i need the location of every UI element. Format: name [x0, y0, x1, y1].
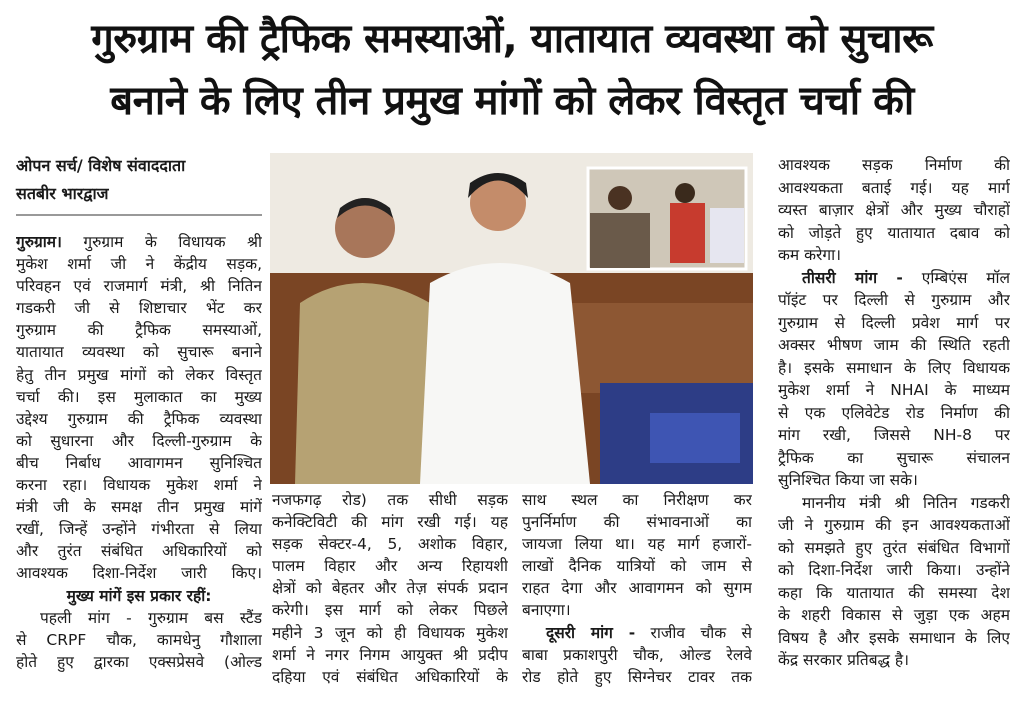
text-line: [16, 540, 262, 562]
line-text: यातायात व्यवस्था को सुचारू बनाने: [16, 343, 262, 362]
column-4: [778, 154, 1010, 672]
text-line: [16, 364, 262, 386]
text-line: [778, 177, 1010, 200]
text-line: [272, 489, 508, 511]
line-text: के शहरी विकास से जुड़ा एक अहम: [778, 606, 1010, 624]
line-text: कनेक्टिविटी की मांग रखी गई। यह: [272, 513, 508, 532]
text-line: [272, 599, 508, 621]
line-text: रखीं, जिन्हें उन्होंने गंभीरता से लिया: [16, 520, 262, 539]
text-line: [778, 424, 1010, 447]
text-line: [272, 577, 508, 599]
line-text: शर्मा ने नगर निगम आयुक्त श्री प्रदीप: [272, 645, 508, 664]
line-text: को दिशा-निर्देश जारी किया। उन्होंने: [778, 561, 1010, 579]
text-line: [778, 267, 1010, 290]
text-line: [522, 577, 752, 599]
line-text: करना रहा। विधायक मुकेश शर्मा ने: [16, 476, 262, 495]
text-line: [522, 555, 752, 577]
text-line: [778, 582, 1010, 605]
text-line: [778, 514, 1010, 537]
line-text: आवश्यक सड़क निर्माण की: [778, 156, 1010, 174]
line-text: मंत्री जी के समक्ष तीन प्रमुख मांगें: [16, 498, 262, 517]
text-line: [272, 533, 508, 555]
text-line: [16, 386, 262, 408]
bold-lead: तीसरी मांग -: [802, 268, 903, 287]
text-line: [16, 253, 262, 275]
text-line: [16, 496, 262, 518]
text-line: [16, 275, 262, 297]
line-text: से CRPF चौक, कामधेनु गौशाला: [16, 630, 262, 649]
bold-lead: मुख्य मांगें इस प्रकार रहीं:: [66, 586, 212, 605]
line-text: होते हुए द्वारका एक्सप्रेसवे (ओल्ड: [16, 652, 262, 671]
line-text: पहली मांग - गुरुग्राम बस स्टैंड: [40, 608, 262, 627]
text-line: [522, 533, 752, 555]
headline-line-1: गुरुग्राम की ट्रैफिक समस्याओं, यातायात व्यवस्था को सुचारू: [91, 16, 933, 62]
line-text: आवश्यक दिशा-निर्देश जारी किए।: [16, 564, 262, 583]
text-line: [16, 231, 262, 253]
line-text: गुरुग्राम से दिल्ली प्रवेश मार्ग पर: [778, 313, 1010, 332]
text-line: [778, 357, 1010, 380]
line-text: गुरुग्राम की ट्रैफिक समस्याओं,: [16, 321, 262, 340]
line-text: कम करेगा।: [778, 246, 841, 264]
byline-author: सतबीर भारद्वाज: [16, 184, 109, 203]
byline-divider: [16, 214, 262, 216]
text-line: [778, 379, 1010, 402]
text-line: [778, 289, 1010, 312]
line-text: माननीय मंत्री श्री नितिन गडकरी: [802, 493, 1010, 512]
line-text: को समझते हुए तुरंत संबंधित विभागों: [778, 538, 1010, 557]
text-line: [272, 644, 508, 666]
headline-line-2: बनाने के लिए तीन प्रमुख मांगों को लेकर विस्तृत चर्चा की: [110, 78, 914, 124]
text-line: [16, 452, 262, 474]
line-text: पॉइंट पर दिल्ली से गुरुग्राम और: [778, 291, 1010, 309]
text-line: [16, 518, 262, 540]
text-line: [272, 511, 508, 533]
text-line: [778, 469, 1010, 492]
text-line: [522, 622, 752, 644]
line-text: आवश्यकता बताई गई। यह मार्ग: [778, 178, 1010, 197]
text-line: [272, 555, 508, 577]
text-line: [522, 511, 752, 533]
line-text: ट्रैफिक का सुचारू संचालन: [778, 448, 1010, 467]
line-text: को सुधारना और दिल्ली-गुरुग्राम के: [16, 431, 262, 450]
text-line: [16, 474, 262, 496]
line-text: राहत देगा और आवागमन को सुगम: [522, 579, 752, 598]
column-2: [272, 489, 508, 688]
column-3: [522, 489, 752, 688]
text-line: [778, 559, 1010, 582]
line-text: कहा कि यातायात की समस्या देश: [778, 583, 1010, 602]
line-text: करेगी। इस मार्ग को लेकर पिछले: [272, 601, 508, 620]
line-text: केंद्र सरकार प्रतिबद्ध है।: [778, 651, 910, 669]
bold-lead: दूसरी मांग -: [546, 623, 636, 642]
line-text: दहिया एवं संबंधित अधिकारियों के: [272, 667, 508, 686]
line-text: जी ने गुरुग्राम की इन आवश्यकताओं: [778, 516, 1010, 534]
text-line: [16, 585, 262, 607]
line-text: मांग रखी, जिससे NH-8 पर: [778, 426, 1010, 444]
line-text: रोड होते हुए सिग्नेचर टावर तक: [522, 667, 752, 686]
text-line: [272, 666, 508, 688]
line-text: एम्बिएंस मॉल: [902, 268, 1010, 287]
line-text: परिवहन एवं राजमार्ग मंत्री, श्री नितिन: [16, 277, 262, 296]
line-text: मुकेश शर्मा ने NHAI के माध्यम: [778, 381, 1010, 399]
line-text: अक्सर भीषण जाम की स्थिति रहती: [778, 336, 1010, 354]
text-line: [778, 312, 1010, 335]
text-line: [16, 562, 262, 584]
line-text: को जोड़ते हुए यातायात दबाव को: [778, 223, 1010, 242]
text-line: [778, 537, 1010, 560]
byline: [16, 152, 264, 208]
text-line: [272, 622, 508, 644]
line-text: और तुरंत संबंधित अधिकारियों को: [16, 542, 262, 561]
line-text: पुनर्निर्माण की संभावनाओं का: [522, 513, 752, 532]
text-line: [16, 408, 262, 430]
bold-lead: गुरुग्राम।: [16, 233, 62, 251]
text-line: [16, 651, 262, 673]
text-line: [778, 447, 1010, 470]
text-line: [778, 604, 1010, 627]
line-text: बीच निर्बाध आवागमन सुनिश्चित: [16, 453, 262, 472]
line-text: गडकरी जी से शिष्टाचार भेंट कर: [16, 299, 262, 318]
line-text: क्षेत्रों को बेहतर और तेज़ संपर्क प्रदान: [272, 579, 508, 598]
line-text: राजीव चौक से: [635, 623, 752, 642]
line-text: विषय है और इसके समाधान के लिए: [778, 628, 1010, 647]
text-line: [778, 492, 1010, 515]
text-line: [778, 222, 1010, 245]
line-text: से एक एलिवेटेड रोड निर्माण की: [778, 403, 1010, 422]
text-line: [522, 666, 752, 688]
line-text: साथ स्थल का निरीक्षण कर: [522, 491, 752, 509]
text-line: [778, 402, 1010, 425]
line-text: है। इसके समाधान के लिए विधायक: [778, 358, 1010, 377]
text-line: [16, 341, 262, 363]
line-text: सड़क सेक्टर-4, 5, अशोक विहार,: [272, 535, 508, 554]
news-photo: [270, 153, 753, 484]
text-line: [522, 599, 752, 621]
byline-source: ओपन सर्च/ विशेष संवाददाता: [16, 156, 186, 175]
text-line: [16, 607, 262, 629]
text-line: [522, 644, 752, 666]
line-text: बाबा प्रकाशपुरी चौक, ओल्ड रेलवे: [522, 645, 752, 664]
text-line: [778, 334, 1010, 357]
line-text: पालम विहार और अन्य रिहायशी: [272, 557, 508, 576]
text-line: [778, 244, 1010, 267]
text-line: [16, 319, 262, 341]
inset-photo: [588, 168, 746, 269]
line-text: मुकेश शर्मा जी ने केंद्रीय सड़क,: [16, 255, 262, 274]
line-text: व्यस्त बाज़ार क्षेत्रों और मुख्य चौराहों: [778, 201, 1010, 219]
text-line: [16, 430, 262, 452]
line-text: सुनिश्चित किया जा सके।: [778, 471, 918, 489]
line-text: चर्चा की। इस मुलाकात का मुख्य: [16, 387, 262, 406]
line-text: उद्देश्य गुरुग्राम की ट्रैफिक व्यवस्था: [16, 409, 262, 428]
text-line: [522, 489, 752, 511]
text-line: [778, 154, 1010, 177]
line-text: लाखों दैनिक यात्रियों को जाम से: [522, 557, 752, 576]
column-1: [16, 231, 262, 673]
line-text: गुरुग्राम के विधायक श्री: [61, 233, 262, 251]
text-line: [778, 627, 1010, 650]
text-line: [16, 629, 262, 651]
line-text: महीने 3 जून को ही विधायक मुकेश: [272, 623, 508, 642]
line-text: नजफगढ़ रोड) तक सीधी सड़क: [272, 491, 508, 509]
text-line: [16, 297, 262, 319]
text-line: [778, 649, 1010, 672]
line-text: हेतु तीन प्रमुख मांगों को लेकर विस्तृत: [16, 365, 262, 384]
line-text: जायजा लिया था। यह मार्ग हजारों-: [522, 535, 752, 554]
text-line: [778, 199, 1010, 222]
line-text: बनाएगा।: [522, 601, 571, 620]
